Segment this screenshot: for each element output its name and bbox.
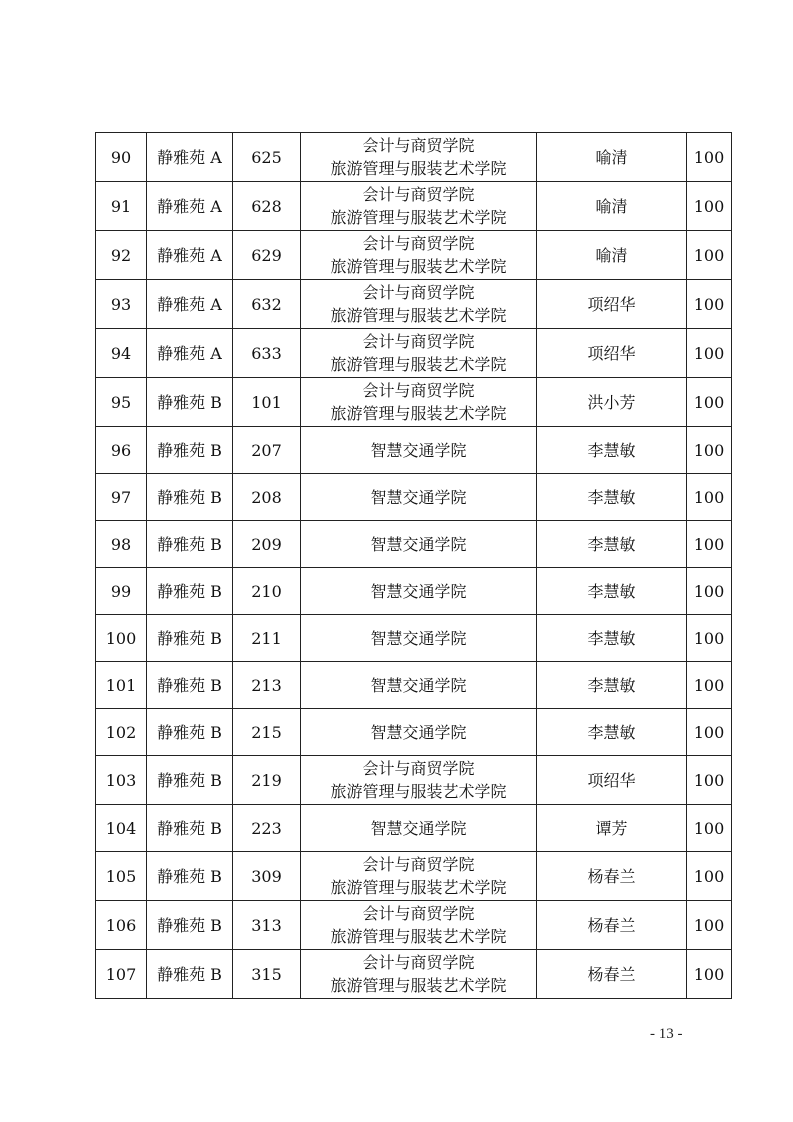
table-row <box>96 615 732 662</box>
building-cell: 静雅苑 B <box>147 756 233 805</box>
room-cell: 625 <box>233 133 301 182</box>
building-cell: 静雅苑 B <box>147 474 233 521</box>
department-line: 智慧交通学院 <box>370 722 467 742</box>
department-cell <box>301 521 537 568</box>
row-number-cell: 93 <box>96 280 147 329</box>
table-row <box>96 474 732 521</box>
room-cell: 315 <box>233 950 301 999</box>
building-cell: 静雅苑 B <box>147 662 233 709</box>
department-line: 旅游管理与服装艺术学院 <box>330 927 507 946</box>
row-number-cell: 98 <box>96 521 147 568</box>
building-cell: 静雅苑 B <box>147 901 233 950</box>
room-cell: 211 <box>233 615 301 662</box>
room-cell: 633 <box>233 329 301 378</box>
building-cell: 静雅苑 B <box>147 427 233 474</box>
table-row <box>96 521 732 568</box>
manager-cell: 喻清 <box>537 182 687 231</box>
table-row <box>96 852 732 901</box>
building-cell: 静雅苑 B <box>147 521 233 568</box>
department-line: 智慧交通学院 <box>370 628 467 648</box>
score-cell: 100 <box>687 378 732 427</box>
table-row <box>96 901 732 950</box>
manager-cell: 李慧敏 <box>537 615 687 662</box>
manager-cell: 杨春兰 <box>537 901 687 950</box>
table-row <box>96 280 732 329</box>
score-cell: 100 <box>687 950 732 999</box>
building-cell: 静雅苑 B <box>147 852 233 901</box>
department-cell <box>301 329 537 378</box>
manager-cell: 项绍华 <box>537 329 687 378</box>
department-line: 会计与商贸学院 <box>362 332 475 351</box>
row-number-cell: 104 <box>96 805 147 852</box>
table-row <box>96 756 732 805</box>
department-line: 会计与商贸学院 <box>362 904 475 923</box>
room-cell: 628 <box>233 182 301 231</box>
row-number-cell: 96 <box>96 427 147 474</box>
department-line: 会计与商贸学院 <box>362 855 475 874</box>
row-number-cell: 101 <box>96 662 147 709</box>
department-line: 旅游管理与服装艺术学院 <box>330 257 507 276</box>
score-cell: 100 <box>687 521 732 568</box>
department-cell <box>301 852 537 901</box>
department-line: 旅游管理与服装艺术学院 <box>330 159 507 178</box>
table-row <box>96 329 732 378</box>
table-row <box>96 182 732 231</box>
department-cell <box>301 182 537 231</box>
manager-cell: 李慧敏 <box>537 474 687 521</box>
table-row <box>96 133 732 182</box>
department-cell <box>301 378 537 427</box>
table-row <box>96 709 732 756</box>
row-number-cell: 107 <box>96 950 147 999</box>
building-cell: 静雅苑 B <box>147 568 233 615</box>
room-cell: 309 <box>233 852 301 901</box>
table-row <box>96 568 732 615</box>
table-body <box>96 133 732 999</box>
score-cell: 100 <box>687 474 732 521</box>
page-number: - 13 - <box>650 1026 683 1042</box>
department-line: 旅游管理与服装艺术学院 <box>330 782 507 801</box>
building-cell: 静雅苑 A <box>147 329 233 378</box>
manager-cell: 谭芳 <box>537 805 687 852</box>
department-line: 智慧交通学院 <box>370 581 467 601</box>
manager-cell: 李慧敏 <box>537 427 687 474</box>
room-cell: 313 <box>233 901 301 950</box>
dormitory-score-table <box>95 132 732 999</box>
manager-cell: 喻清 <box>537 231 687 280</box>
room-cell: 207 <box>233 427 301 474</box>
row-number-cell: 95 <box>96 378 147 427</box>
score-cell: 100 <box>687 231 732 280</box>
department-line: 智慧交通学院 <box>370 440 467 460</box>
row-number-cell: 103 <box>96 756 147 805</box>
department-cell <box>301 662 537 709</box>
table-row <box>96 805 732 852</box>
score-cell: 100 <box>687 427 732 474</box>
row-number-cell: 102 <box>96 709 147 756</box>
row-number-cell: 105 <box>96 852 147 901</box>
department-line: 智慧交通学院 <box>370 534 467 554</box>
room-cell: 219 <box>233 756 301 805</box>
building-cell: 静雅苑 B <box>147 378 233 427</box>
score-cell: 100 <box>687 756 732 805</box>
department-line: 智慧交通学院 <box>370 818 467 838</box>
row-number-cell: 94 <box>96 329 147 378</box>
room-cell: 208 <box>233 474 301 521</box>
score-cell: 100 <box>687 901 732 950</box>
score-cell: 100 <box>687 615 732 662</box>
department-cell <box>301 427 537 474</box>
department-line: 会计与商贸学院 <box>362 136 475 155</box>
score-cell: 100 <box>687 852 732 901</box>
row-number-cell: 106 <box>96 901 147 950</box>
building-cell: 静雅苑 B <box>147 805 233 852</box>
department-line: 会计与商贸学院 <box>362 185 475 204</box>
row-number-cell: 90 <box>96 133 147 182</box>
department-line: 智慧交通学院 <box>370 675 467 695</box>
score-cell: 100 <box>687 182 732 231</box>
building-cell: 静雅苑 A <box>147 280 233 329</box>
row-number-cell: 92 <box>96 231 147 280</box>
department-cell <box>301 280 537 329</box>
score-cell: 100 <box>687 280 732 329</box>
building-cell: 静雅苑 A <box>147 182 233 231</box>
row-number-cell: 97 <box>96 474 147 521</box>
row-number-cell: 91 <box>96 182 147 231</box>
department-line: 旅游管理与服装艺术学院 <box>330 878 507 897</box>
manager-cell: 李慧敏 <box>537 521 687 568</box>
department-line: 旅游管理与服装艺术学院 <box>330 208 507 227</box>
manager-cell: 洪小芳 <box>537 378 687 427</box>
room-cell: 215 <box>233 709 301 756</box>
room-cell: 629 <box>233 231 301 280</box>
room-cell: 632 <box>233 280 301 329</box>
score-cell: 100 <box>687 329 732 378</box>
manager-cell: 项绍华 <box>537 280 687 329</box>
department-line: 旅游管理与服装艺术学院 <box>330 404 507 423</box>
row-number-cell: 99 <box>96 568 147 615</box>
score-cell: 100 <box>687 662 732 709</box>
department-cell <box>301 901 537 950</box>
manager-cell: 李慧敏 <box>537 662 687 709</box>
department-line: 会计与商贸学院 <box>362 953 475 972</box>
building-cell: 静雅苑 B <box>147 615 233 662</box>
department-line: 旅游管理与服装艺术学院 <box>330 355 507 374</box>
department-cell <box>301 805 537 852</box>
department-line: 旅游管理与服装艺术学院 <box>330 976 507 995</box>
department-line: 会计与商贸学院 <box>362 283 475 302</box>
room-cell: 213 <box>233 662 301 709</box>
table-row <box>96 950 732 999</box>
building-cell: 静雅苑 A <box>147 133 233 182</box>
score-cell: 100 <box>687 709 732 756</box>
department-cell <box>301 231 537 280</box>
department-cell <box>301 133 537 182</box>
room-cell: 223 <box>233 805 301 852</box>
room-cell: 209 <box>233 521 301 568</box>
building-cell: 静雅苑 A <box>147 231 233 280</box>
score-cell: 100 <box>687 805 732 852</box>
department-cell <box>301 474 537 521</box>
manager-cell: 喻清 <box>537 133 687 182</box>
department-line: 旅游管理与服装艺术学院 <box>330 306 507 325</box>
row-number-cell: 100 <box>96 615 147 662</box>
manager-cell: 李慧敏 <box>537 709 687 756</box>
building-cell: 静雅苑 B <box>147 950 233 999</box>
score-cell: 100 <box>687 133 732 182</box>
manager-cell: 杨春兰 <box>537 852 687 901</box>
department-line: 智慧交通学院 <box>370 487 467 507</box>
manager-cell: 李慧敏 <box>537 568 687 615</box>
table-row <box>96 427 732 474</box>
department-cell <box>301 756 537 805</box>
manager-cell: 杨春兰 <box>537 950 687 999</box>
department-cell <box>301 709 537 756</box>
table-row <box>96 378 732 427</box>
department-line: 会计与商贸学院 <box>362 381 475 400</box>
department-cell <box>301 615 537 662</box>
table-row <box>96 662 732 709</box>
building-cell: 静雅苑 B <box>147 709 233 756</box>
table-row <box>96 231 732 280</box>
department-line: 会计与商贸学院 <box>362 759 475 778</box>
department-line: 会计与商贸学院 <box>362 234 475 253</box>
room-cell: 101 <box>233 378 301 427</box>
department-cell <box>301 950 537 999</box>
department-cell <box>301 568 537 615</box>
score-cell: 100 <box>687 568 732 615</box>
manager-cell: 项绍华 <box>537 756 687 805</box>
room-cell: 210 <box>233 568 301 615</box>
